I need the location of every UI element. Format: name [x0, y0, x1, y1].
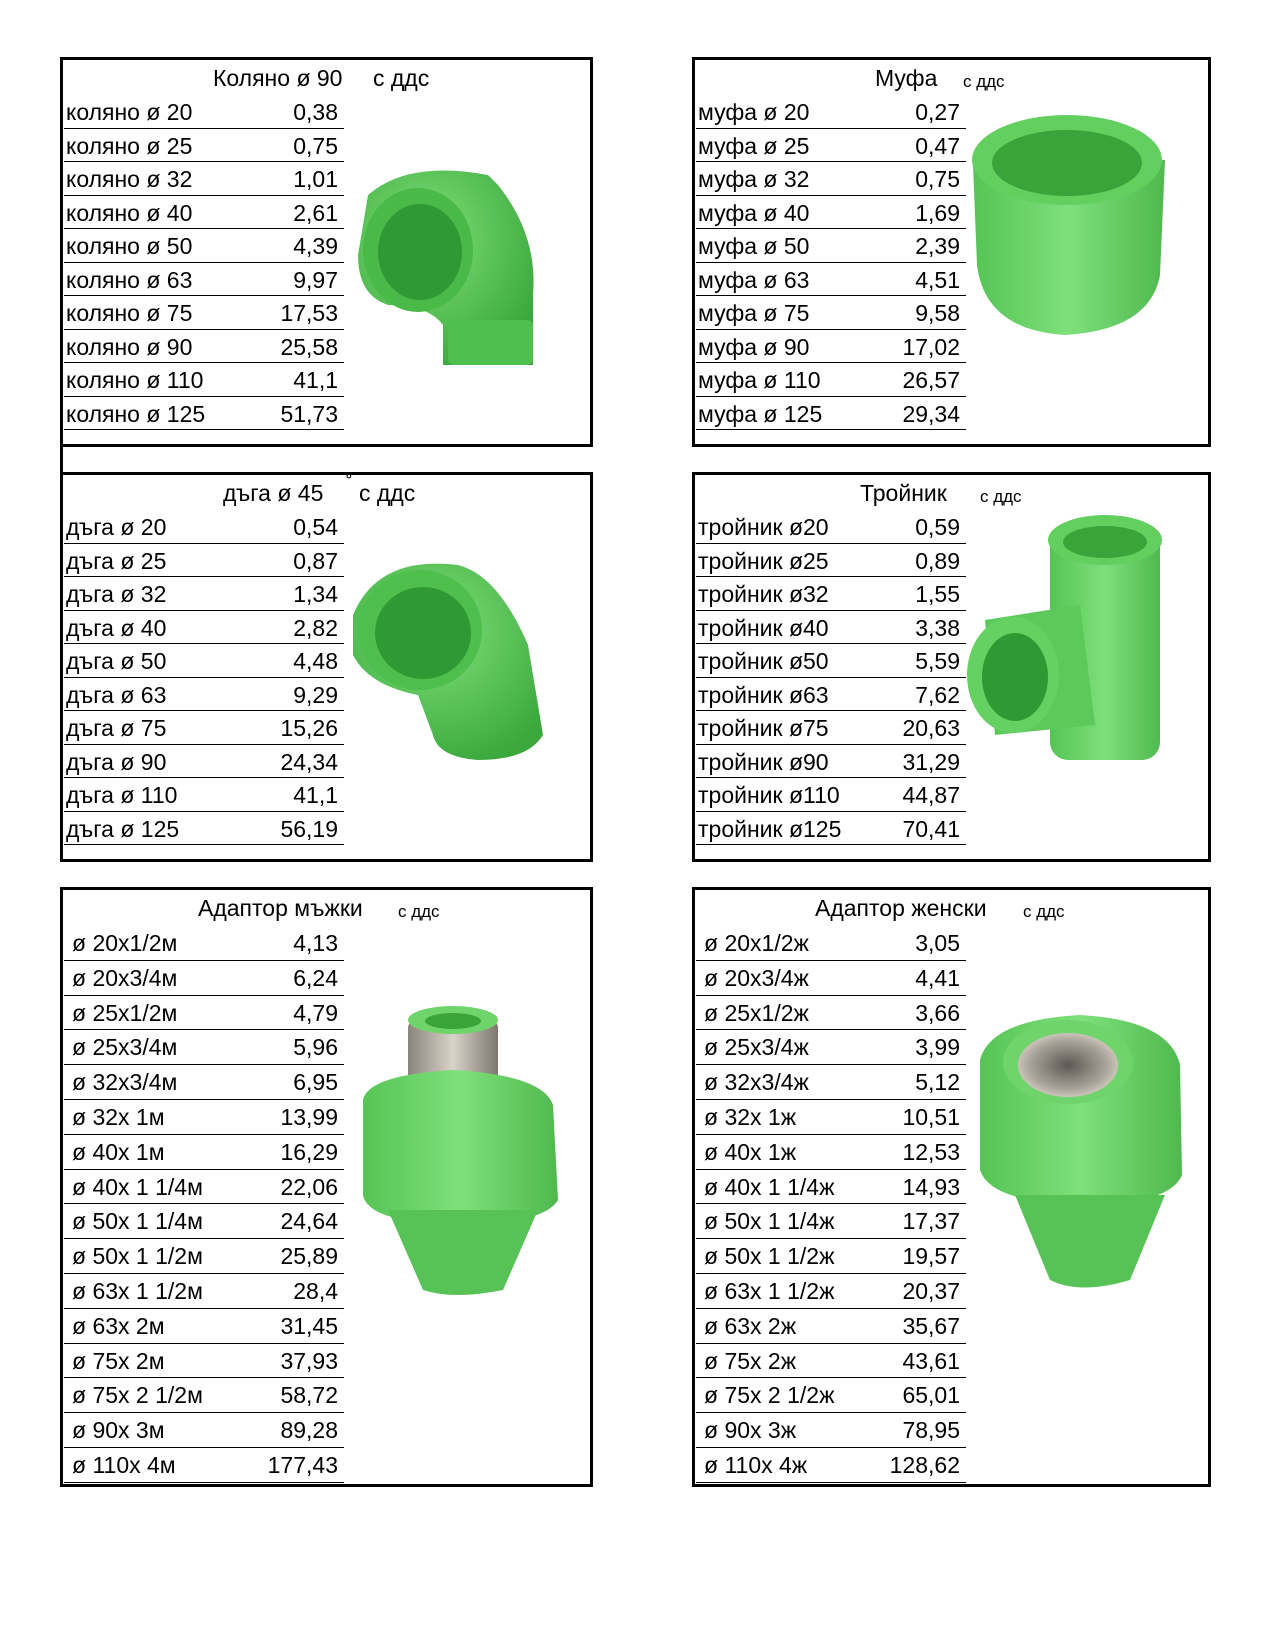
item-name: ø 75х 2м — [72, 1347, 165, 1374]
item-price: 12,53 — [902, 1138, 960, 1165]
item-name: ø 63х 2м — [72, 1312, 165, 1339]
item-name: ø 110х 4ж — [704, 1451, 808, 1478]
bend45-price-list — [64, 510, 344, 845]
item-name: дъга ø 125 — [66, 815, 180, 842]
item-price: 25,58 — [280, 333, 338, 360]
item-price: 16,29 — [280, 1138, 338, 1165]
item-name: ø 32х3/4м — [72, 1069, 178, 1096]
price-row — [64, 1378, 344, 1413]
tee-vat-label: с ддс — [980, 487, 1022, 506]
item-name: ø 20х1/2м — [72, 930, 178, 956]
price-row — [696, 397, 966, 431]
item-price: 20,37 — [902, 1277, 960, 1304]
price-row — [64, 961, 344, 996]
price-row — [696, 162, 966, 196]
item-price: 0,27 — [915, 99, 960, 125]
adapter-female-title — [695, 892, 1208, 922]
item-price: 4,79 — [293, 999, 338, 1026]
elbow90-price-list — [64, 95, 344, 430]
adapter-male-title — [63, 892, 590, 922]
item-price: 128,62 — [889, 1451, 960, 1478]
price-row — [64, 577, 344, 611]
price-row — [696, 363, 966, 397]
elbow90-image — [348, 155, 558, 380]
item-price: 0,89 — [915, 547, 960, 574]
item-name: ø 32х 1ж — [704, 1103, 797, 1130]
item-price: 24,64 — [280, 1208, 338, 1235]
price-row — [696, 812, 966, 846]
item-name: ø 63х 1 1/2ж — [704, 1277, 835, 1304]
item-name: коляно ø 110 — [66, 367, 204, 393]
price-row — [64, 926, 344, 961]
item-name: дъга ø 20 — [66, 514, 167, 540]
item-name: ø 50х 1 1/4ж — [704, 1208, 835, 1235]
price-row — [64, 611, 344, 645]
item-name: муфа ø 25 — [698, 132, 810, 159]
price-row — [64, 129, 344, 163]
item-name: дъга ø 25 — [66, 547, 167, 574]
item-name: ø 63х 2ж — [704, 1312, 797, 1339]
item-price: 0,75 — [915, 166, 960, 192]
item-price: 17,37 — [902, 1208, 960, 1235]
coupling-image — [965, 105, 1170, 345]
item-name: ø 25х3/4м — [72, 1034, 178, 1061]
item-price: 4,39 — [293, 233, 338, 259]
item-name: ø 40х 1 1/4ж — [704, 1173, 835, 1200]
item-name: коляно ø 40 — [66, 199, 193, 226]
item-name: коляно ø 63 — [66, 266, 193, 293]
item-name: тройник ø20 — [698, 514, 829, 540]
price-row — [64, 363, 344, 397]
item-name: ø 40х 1ж — [704, 1138, 797, 1165]
adapter-female-title-text: Адаптор женски — [815, 895, 987, 921]
price-row — [696, 196, 966, 230]
adapter-male-panel — [60, 887, 593, 1487]
item-name: муфа ø 90 — [698, 333, 810, 360]
price-row — [696, 510, 966, 544]
price-row — [64, 1135, 344, 1170]
elbow90-title-text: Коляно ø 90 — [213, 65, 343, 91]
item-price: 1,01 — [293, 166, 338, 192]
item-name: муфа ø 40 — [698, 199, 810, 226]
tee-title — [695, 477, 1208, 507]
item-name: тройник ø25 — [698, 547, 829, 574]
item-price: 51,73 — [280, 400, 338, 427]
tee-image — [965, 510, 1175, 770]
adapter-female-panel — [692, 887, 1211, 1487]
item-price: 1,34 — [293, 581, 338, 607]
price-row — [64, 1309, 344, 1344]
item-name: тройник ø110 — [698, 782, 840, 808]
item-name: ø 50х 1 1/4м — [72, 1208, 203, 1235]
bend45-degree-sign: ˚ — [346, 473, 353, 495]
item-price: 0,38 — [293, 99, 338, 125]
adapter-female-price-list — [696, 926, 966, 1483]
item-price: 22,06 — [280, 1173, 338, 1200]
elbow90-title — [63, 62, 590, 92]
price-row — [696, 1413, 966, 1448]
item-name: коляно ø 25 — [66, 132, 193, 159]
price-row — [64, 745, 344, 779]
price-row — [64, 1344, 344, 1379]
item-price: 41,1 — [293, 782, 338, 808]
adapter-male-title-text: Адаптор мъжки — [198, 895, 363, 921]
item-name: ø 25х1/2ж — [704, 999, 809, 1026]
item-price: 35,67 — [902, 1312, 960, 1339]
item-name: ø 20х3/4м — [72, 964, 178, 991]
item-price: 4,13 — [293, 930, 338, 956]
bend45-panel — [60, 472, 593, 862]
item-price: 3,05 — [915, 930, 960, 956]
item-price: 43,61 — [902, 1347, 960, 1374]
price-row — [696, 996, 966, 1031]
price-row — [696, 678, 966, 712]
item-name: ø 25х1/2м — [72, 999, 178, 1026]
tee-title-text: Тройник — [860, 480, 947, 506]
item-price: 65,01 — [902, 1382, 960, 1409]
item-name: дъга ø 50 — [66, 648, 167, 674]
item-price: 70,41 — [902, 815, 960, 842]
item-name: коляно ø 50 — [66, 233, 193, 259]
item-name: ø 50х 1 1/2м — [72, 1243, 203, 1270]
bend45-title — [63, 473, 590, 507]
item-price: 26,57 — [902, 367, 960, 393]
price-row — [64, 1170, 344, 1205]
price-row — [696, 711, 966, 745]
item-price: 0,75 — [293, 132, 338, 159]
item-price: 5,12 — [915, 1069, 960, 1096]
adapter-male-price-list — [64, 926, 344, 1483]
price-row — [64, 711, 344, 745]
item-name: ø 90х 3м — [72, 1417, 165, 1444]
item-name: ø 40х 1 1/4м — [72, 1173, 203, 1200]
price-row — [696, 644, 966, 678]
price-row — [64, 263, 344, 297]
item-price: 2,39 — [915, 233, 960, 259]
price-row — [696, 129, 966, 163]
item-price: 3,38 — [915, 614, 960, 641]
item-price: 7,62 — [915, 681, 960, 708]
item-price: 19,57 — [902, 1243, 960, 1270]
price-row — [696, 926, 966, 961]
tee-panel — [692, 472, 1211, 862]
item-name: дъга ø 90 — [66, 748, 167, 775]
item-price: 29,34 — [902, 400, 960, 427]
item-price: 3,99 — [915, 1034, 960, 1061]
spacer-strip — [60, 447, 593, 472]
item-name: муфа ø 110 — [698, 367, 821, 393]
coupling-panel — [692, 57, 1211, 447]
item-price: 9,97 — [293, 266, 338, 293]
tee-price-list — [696, 510, 966, 845]
item-price: 13,99 — [280, 1103, 338, 1130]
price-row — [696, 1448, 966, 1483]
item-name: дъга ø 75 — [66, 715, 167, 741]
item-price: 10,51 — [902, 1103, 960, 1130]
item-price: 31,45 — [280, 1312, 338, 1339]
price-row — [696, 296, 966, 330]
item-name: дъга ø 32 — [66, 581, 167, 607]
price-row — [696, 95, 966, 129]
price-row — [64, 1413, 344, 1448]
item-name: дъга ø 40 — [66, 614, 167, 641]
item-price: 25,89 — [280, 1243, 338, 1270]
item-name: коляно ø 75 — [66, 300, 193, 326]
item-price: 58,72 — [280, 1382, 338, 1409]
item-price: 1,69 — [915, 199, 960, 226]
item-name: муфа ø 63 — [698, 266, 810, 293]
item-name: тройник ø63 — [698, 681, 829, 708]
adapter-male-vat-label: с ддс — [398, 902, 440, 921]
price-row — [696, 1344, 966, 1379]
item-name: дъга ø 110 — [66, 782, 178, 808]
price-row — [64, 229, 344, 263]
item-price: 37,93 — [280, 1347, 338, 1374]
item-name: муфа ø 20 — [698, 99, 810, 125]
adapter-female-vat-label: с ддс — [1023, 902, 1065, 921]
price-row — [64, 397, 344, 431]
price-row — [64, 510, 344, 544]
price-row — [64, 95, 344, 129]
price-row — [696, 544, 966, 578]
price-row — [696, 611, 966, 645]
item-name: тройник ø40 — [698, 614, 829, 641]
price-row — [696, 263, 966, 297]
price-row — [696, 1030, 966, 1065]
item-name: муфа ø 75 — [698, 300, 810, 326]
price-row — [696, 1309, 966, 1344]
elbow90-panel — [60, 57, 593, 447]
bend45-image — [338, 535, 558, 775]
item-price: 56,19 — [280, 815, 338, 842]
price-row — [64, 1030, 344, 1065]
item-name: муфа ø 125 — [698, 400, 823, 427]
item-price: 41,1 — [293, 367, 338, 393]
item-price: 177,43 — [267, 1451, 338, 1478]
item-price: 9,58 — [915, 300, 960, 326]
elbow90-vat-label: с ддс — [373, 65, 430, 91]
price-row — [64, 1239, 344, 1274]
item-price: 0,59 — [915, 514, 960, 540]
item-name: коляно ø 32 — [66, 166, 193, 192]
price-row — [696, 745, 966, 779]
item-price: 6,24 — [293, 964, 338, 991]
item-price: 20,63 — [902, 715, 960, 741]
item-price: 3,66 — [915, 999, 960, 1026]
item-name: тройник ø50 — [698, 648, 829, 674]
item-name: ø 63х 1 1/2м — [72, 1277, 203, 1304]
coupling-vat-label: с ддс — [963, 72, 1005, 91]
coupling-title-text: Муфа — [875, 65, 938, 91]
bend45-vat-label: с ддс — [359, 480, 416, 506]
price-row — [64, 1204, 344, 1239]
item-name: дъга ø 63 — [66, 681, 167, 708]
item-name: ø 32х3/4ж — [704, 1069, 809, 1096]
item-price: 24,34 — [280, 748, 338, 775]
price-row — [696, 1239, 966, 1274]
bend45-title-text: дъга ø 45 — [223, 480, 324, 506]
price-row — [64, 1448, 344, 1483]
item-name: тройник ø32 — [698, 581, 829, 607]
price-row — [64, 1100, 344, 1135]
item-name: ø 40х 1м — [72, 1138, 165, 1165]
price-row — [64, 1274, 344, 1309]
price-row — [64, 296, 344, 330]
price-row — [696, 229, 966, 263]
item-name: ø 20х1/2ж — [704, 930, 809, 956]
price-row — [64, 162, 344, 196]
item-price: 14,93 — [902, 1173, 960, 1200]
adapter-female-image — [970, 1010, 1190, 1310]
item-price: 5,59 — [915, 648, 960, 674]
price-row — [696, 1170, 966, 1205]
item-name: муфа ø 50 — [698, 233, 810, 259]
price-row — [64, 330, 344, 364]
item-name: ø 75х 2 1/2м — [72, 1382, 203, 1409]
item-price: 4,41 — [915, 964, 960, 991]
price-row — [696, 1274, 966, 1309]
item-name: ø 75х 2 1/2ж — [704, 1382, 835, 1409]
item-price: 9,29 — [293, 681, 338, 708]
item-price: 6,95 — [293, 1069, 338, 1096]
coupling-price-list — [696, 95, 966, 430]
price-row — [64, 196, 344, 230]
item-price: 31,29 — [902, 748, 960, 775]
item-name: коляно ø 125 — [66, 400, 206, 427]
item-name: ø 110х 4м — [72, 1451, 176, 1478]
item-name: ø 75х 2ж — [704, 1347, 797, 1374]
item-price: 0,47 — [915, 132, 960, 159]
price-row — [696, 1135, 966, 1170]
item-name: тройник ø125 — [698, 815, 842, 842]
item-price: 44,87 — [902, 782, 960, 808]
price-row — [696, 1204, 966, 1239]
item-name: муфа ø 32 — [698, 166, 810, 192]
coupling-title — [695, 62, 1208, 92]
price-row — [64, 678, 344, 712]
item-price: 1,55 — [915, 581, 960, 607]
item-price: 4,51 — [915, 266, 960, 293]
price-row — [696, 1378, 966, 1413]
item-price: 0,87 — [293, 547, 338, 574]
price-row — [696, 778, 966, 812]
item-name: ø 90х 3ж — [704, 1417, 797, 1444]
price-row — [696, 961, 966, 996]
item-name: коляно ø 20 — [66, 99, 193, 125]
item-price: 17,02 — [902, 333, 960, 360]
price-row — [64, 778, 344, 812]
item-price: 5,96 — [293, 1034, 338, 1061]
item-name: ø 32х 1м — [72, 1103, 165, 1130]
item-name: тройник ø90 — [698, 748, 829, 775]
item-name: тройник ø75 — [698, 715, 829, 741]
item-name: ø 25х3/4ж — [704, 1034, 809, 1061]
price-row — [696, 1100, 966, 1135]
item-price: 78,95 — [902, 1417, 960, 1444]
item-price: 17,53 — [280, 300, 338, 326]
item-price: 2,61 — [293, 199, 338, 226]
item-name: ø 50х 1 1/2ж — [704, 1243, 835, 1270]
price-row — [64, 544, 344, 578]
price-row — [64, 644, 344, 678]
price-row — [64, 1065, 344, 1100]
price-row — [64, 812, 344, 846]
adapter-male-image — [353, 1000, 563, 1310]
item-price: 15,26 — [280, 715, 338, 741]
item-price: 2,82 — [293, 614, 338, 641]
price-row — [64, 996, 344, 1031]
item-name: ø 20х3/4ж — [704, 964, 809, 991]
item-price: 4,48 — [293, 648, 338, 674]
price-row — [696, 577, 966, 611]
price-row — [696, 1065, 966, 1100]
item-price: 89,28 — [280, 1417, 338, 1444]
item-price: 28,4 — [293, 1277, 338, 1304]
item-price: 0,54 — [293, 514, 338, 540]
item-name: коляно ø 90 — [66, 333, 193, 360]
price-row — [696, 330, 966, 364]
